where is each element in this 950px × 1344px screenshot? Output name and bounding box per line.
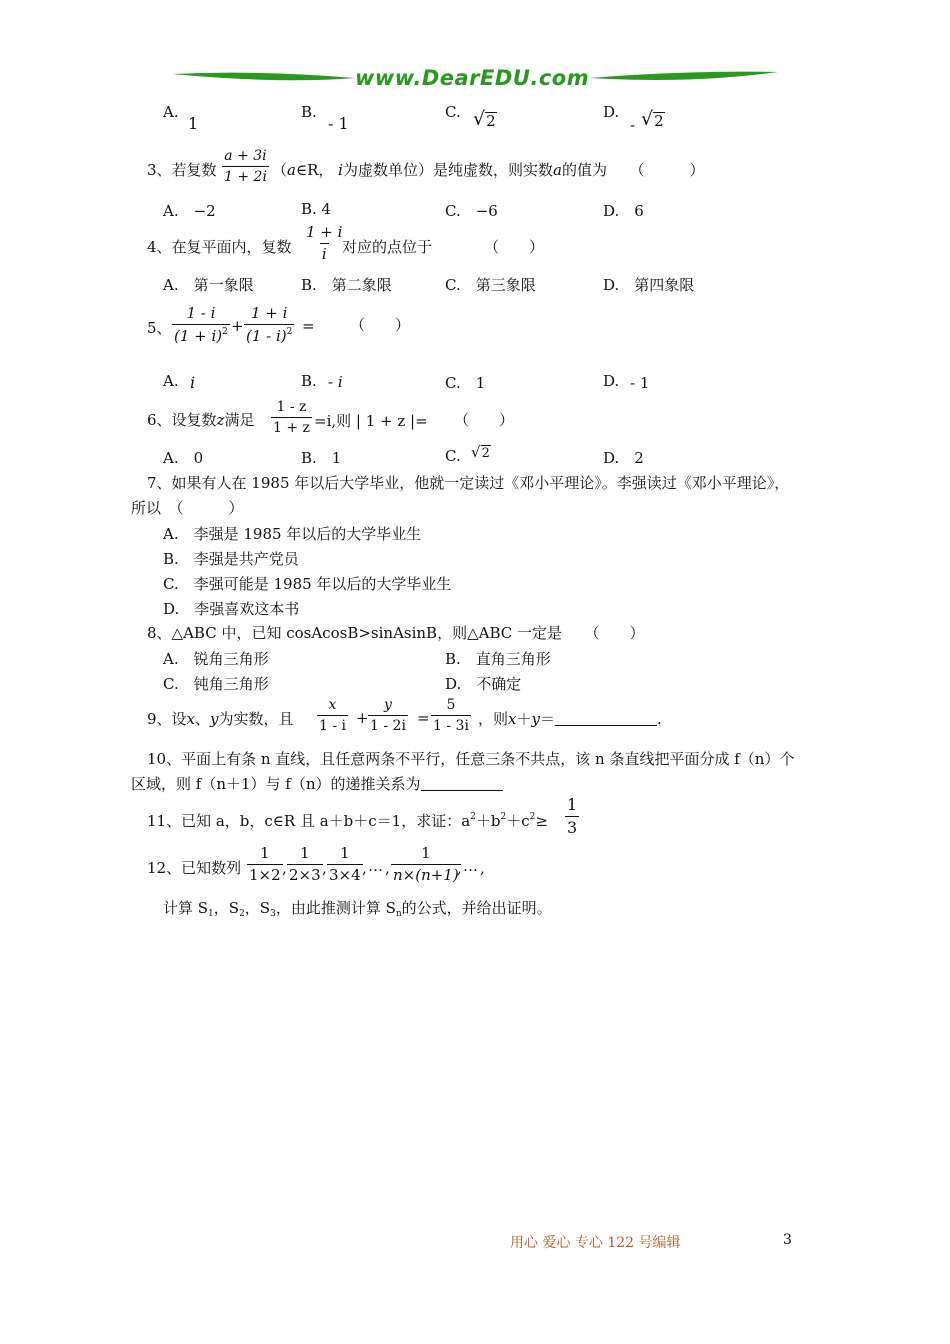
- q9-prefix: 9、设x、y为实数，且: [147, 710, 294, 728]
- q5-answer-paren: （ ）: [350, 316, 411, 334]
- q6-rhs: =i,则 | 1 + z |=: [314, 412, 428, 430]
- q6-option-b: B. 1: [301, 449, 342, 467]
- q5-option-a-label: A.: [163, 372, 179, 390]
- q12-line-2: 计算 $S_1$，$S_2$，$S_3$，由此推测计算 $S_n$的公式，并给出证明。: [163, 899, 552, 919]
- q12-term-n: $\frac{1}{n\times(n+1)}$: [393, 844, 459, 884]
- q8-option-a: A. 锐角三角形: [163, 650, 269, 668]
- q12-term-1: $\frac{1}{1\times 2}$: [249, 844, 281, 884]
- q10-line-1: 10、平面上有条 n 直线，且任意两条不平行，任意三条不共点，该 n 条直线把平面分成 f（n）个: [147, 750, 795, 768]
- q10-line-2: 区域，则 f（n＋1）与 f（n）的递推关系为: [131, 773, 503, 794]
- q9-fraction-rhs: $\frac{5}{1 - 3i}$: [433, 697, 469, 734]
- q4-answer-paren: （ ）: [484, 238, 545, 256]
- q12-prefix: 12、已知数列: [147, 859, 242, 877]
- q6-prefix: 6、设复数z满足: [147, 411, 255, 429]
- q2-option-b-label: B.: [301, 103, 317, 121]
- q12-comma-4: ,: [385, 859, 390, 877]
- q9-equals: =: [417, 709, 430, 727]
- q5-option-c: C. 1: [445, 374, 486, 392]
- q7-option-c: C. 李强可能是 1985 年以后的大学毕业生: [163, 575, 452, 593]
- q12-comma-3: ,: [362, 859, 367, 877]
- q8-option-c: C. 钝角三角形: [163, 675, 269, 693]
- q3-fraction: $\frac{a + 3i}{1 + 2i}$: [224, 148, 267, 185]
- q7-option-b: B. 李强是共产党员: [163, 550, 299, 568]
- q6-answer-paren: （ ）: [454, 411, 515, 429]
- q12-comma-1: ,: [282, 859, 287, 877]
- q8-option-b: B. 直角三角形: [445, 650, 551, 668]
- q5-fraction-1: $\frac{1 - i}{(1 + i)^2}$: [174, 304, 228, 345]
- q5-option-a-value: i: [190, 373, 196, 392]
- q4-fraction: $\frac{1 + i}{i}$: [306, 223, 343, 263]
- q4-option-b: B. 第二象限: [301, 276, 392, 294]
- q7-option-d: D. 李强喜欢这本书: [163, 600, 300, 618]
- q8-stem: 8、△ABC 中，已知 cosAcosB>sinAsinB，则△ABC 一定是 （ ）: [147, 624, 645, 642]
- q12-term-3: $\frac{1}{3\times 4}$: [329, 844, 361, 884]
- q4-option-a: A. 第一象限: [163, 276, 254, 294]
- q12-term-2: $\frac{1}{2\times 3}$: [289, 844, 321, 884]
- q2-option-c-sqrt: √ 2: [473, 108, 496, 130]
- q9-answer-blank[interactable]: [555, 710, 657, 726]
- q2-option-d-sqrt: √ 2: [641, 108, 664, 130]
- footer-editor-note: 用心 爱心 专心 122 号编辑: [510, 1235, 681, 1251]
- q12-comma-2: ,: [322, 859, 327, 877]
- q6-option-d: D. 2: [603, 449, 644, 467]
- q6-option-c-label: C.: [445, 447, 461, 465]
- q2-option-d-sign: -: [630, 116, 636, 134]
- q5-option-d-value: - 1: [630, 374, 650, 392]
- q2-option-b-value: - 1: [328, 114, 349, 133]
- q9-fraction-x: $\frac{x}{1 - i}$: [319, 697, 347, 734]
- q12-ellipsis-2: …: [463, 857, 478, 875]
- q9-fraction-y: $\frac{y}{1 - 2i}$: [370, 697, 406, 734]
- q10-answer-blank[interactable]: [421, 775, 503, 791]
- q2-option-d-label: D.: [603, 103, 620, 121]
- q6-option-a: A. 0: [163, 449, 204, 467]
- q9-tail: ，则x＋y＝ .: [478, 710, 662, 728]
- header-logo-text: www.DearEDU.com: [355, 66, 590, 90]
- q3-option-c: C. −6: [445, 202, 498, 220]
- q4-option-c: C. 第三象限: [445, 276, 536, 294]
- q3-stem: （a∈R， i为虚数单位）是纯虚数，则实数a的值为 （ ）: [272, 161, 705, 179]
- q3-option-d: D. 6: [603, 202, 644, 220]
- q5-prefix: 5、: [147, 319, 172, 337]
- q5-equals: =: [302, 317, 315, 335]
- q3-option-a: A. −2: [163, 202, 216, 220]
- q3-prefix: 3、若复数: [147, 161, 217, 179]
- q6-fraction: $\frac{1 - z}{1 + z}$: [273, 399, 310, 436]
- q2-option-c-label: C.: [445, 103, 461, 121]
- q6-option-c-sqrt: √ 2: [471, 443, 490, 461]
- q12-ellipsis: …: [368, 857, 383, 875]
- q4-option-d: D. 第四象限: [603, 276, 695, 294]
- q7-line-1: 7、如果有人在 1985 年以后大学毕业，他就一定读过《邓小平理论》。李强读过《邓小平理论》，: [147, 474, 790, 492]
- q9-plus: +: [356, 709, 369, 727]
- q4-prefix: 4、在复平面内，复数: [147, 238, 292, 256]
- q12-comma-5: ,: [457, 859, 462, 877]
- q3-option-b: B. 4: [301, 200, 332, 218]
- q5-option-d-label: D.: [603, 372, 620, 390]
- q5-option-b-value: - i: [328, 373, 343, 391]
- q2-option-a-value: 1: [188, 114, 199, 133]
- q12-comma-6: ,: [480, 859, 485, 877]
- q7-line-2: 所以 （ ）: [131, 499, 244, 517]
- page-number: 3: [783, 1232, 792, 1248]
- q5-plus: +: [231, 317, 244, 335]
- q4-suffix: 对应的点位于: [342, 238, 433, 256]
- q5-fraction-2: $\frac{1 + i}{(1 - i)^2}$: [246, 304, 293, 345]
- q5-option-b-label: B.: [301, 372, 317, 390]
- q11-fraction: $\frac{1}{3}$: [567, 795, 578, 837]
- q11-stem: 11、已知 a，b，c∈R 且 a＋b＋c＝1，求证：$a^2+b^2+c^2\ge$: [147, 812, 548, 830]
- q2-option-a-label: A.: [163, 103, 179, 121]
- q8-option-d: D. 不确定: [445, 675, 522, 693]
- q7-option-a: A. 李强是 1985 年以后的大学毕业生: [163, 525, 422, 543]
